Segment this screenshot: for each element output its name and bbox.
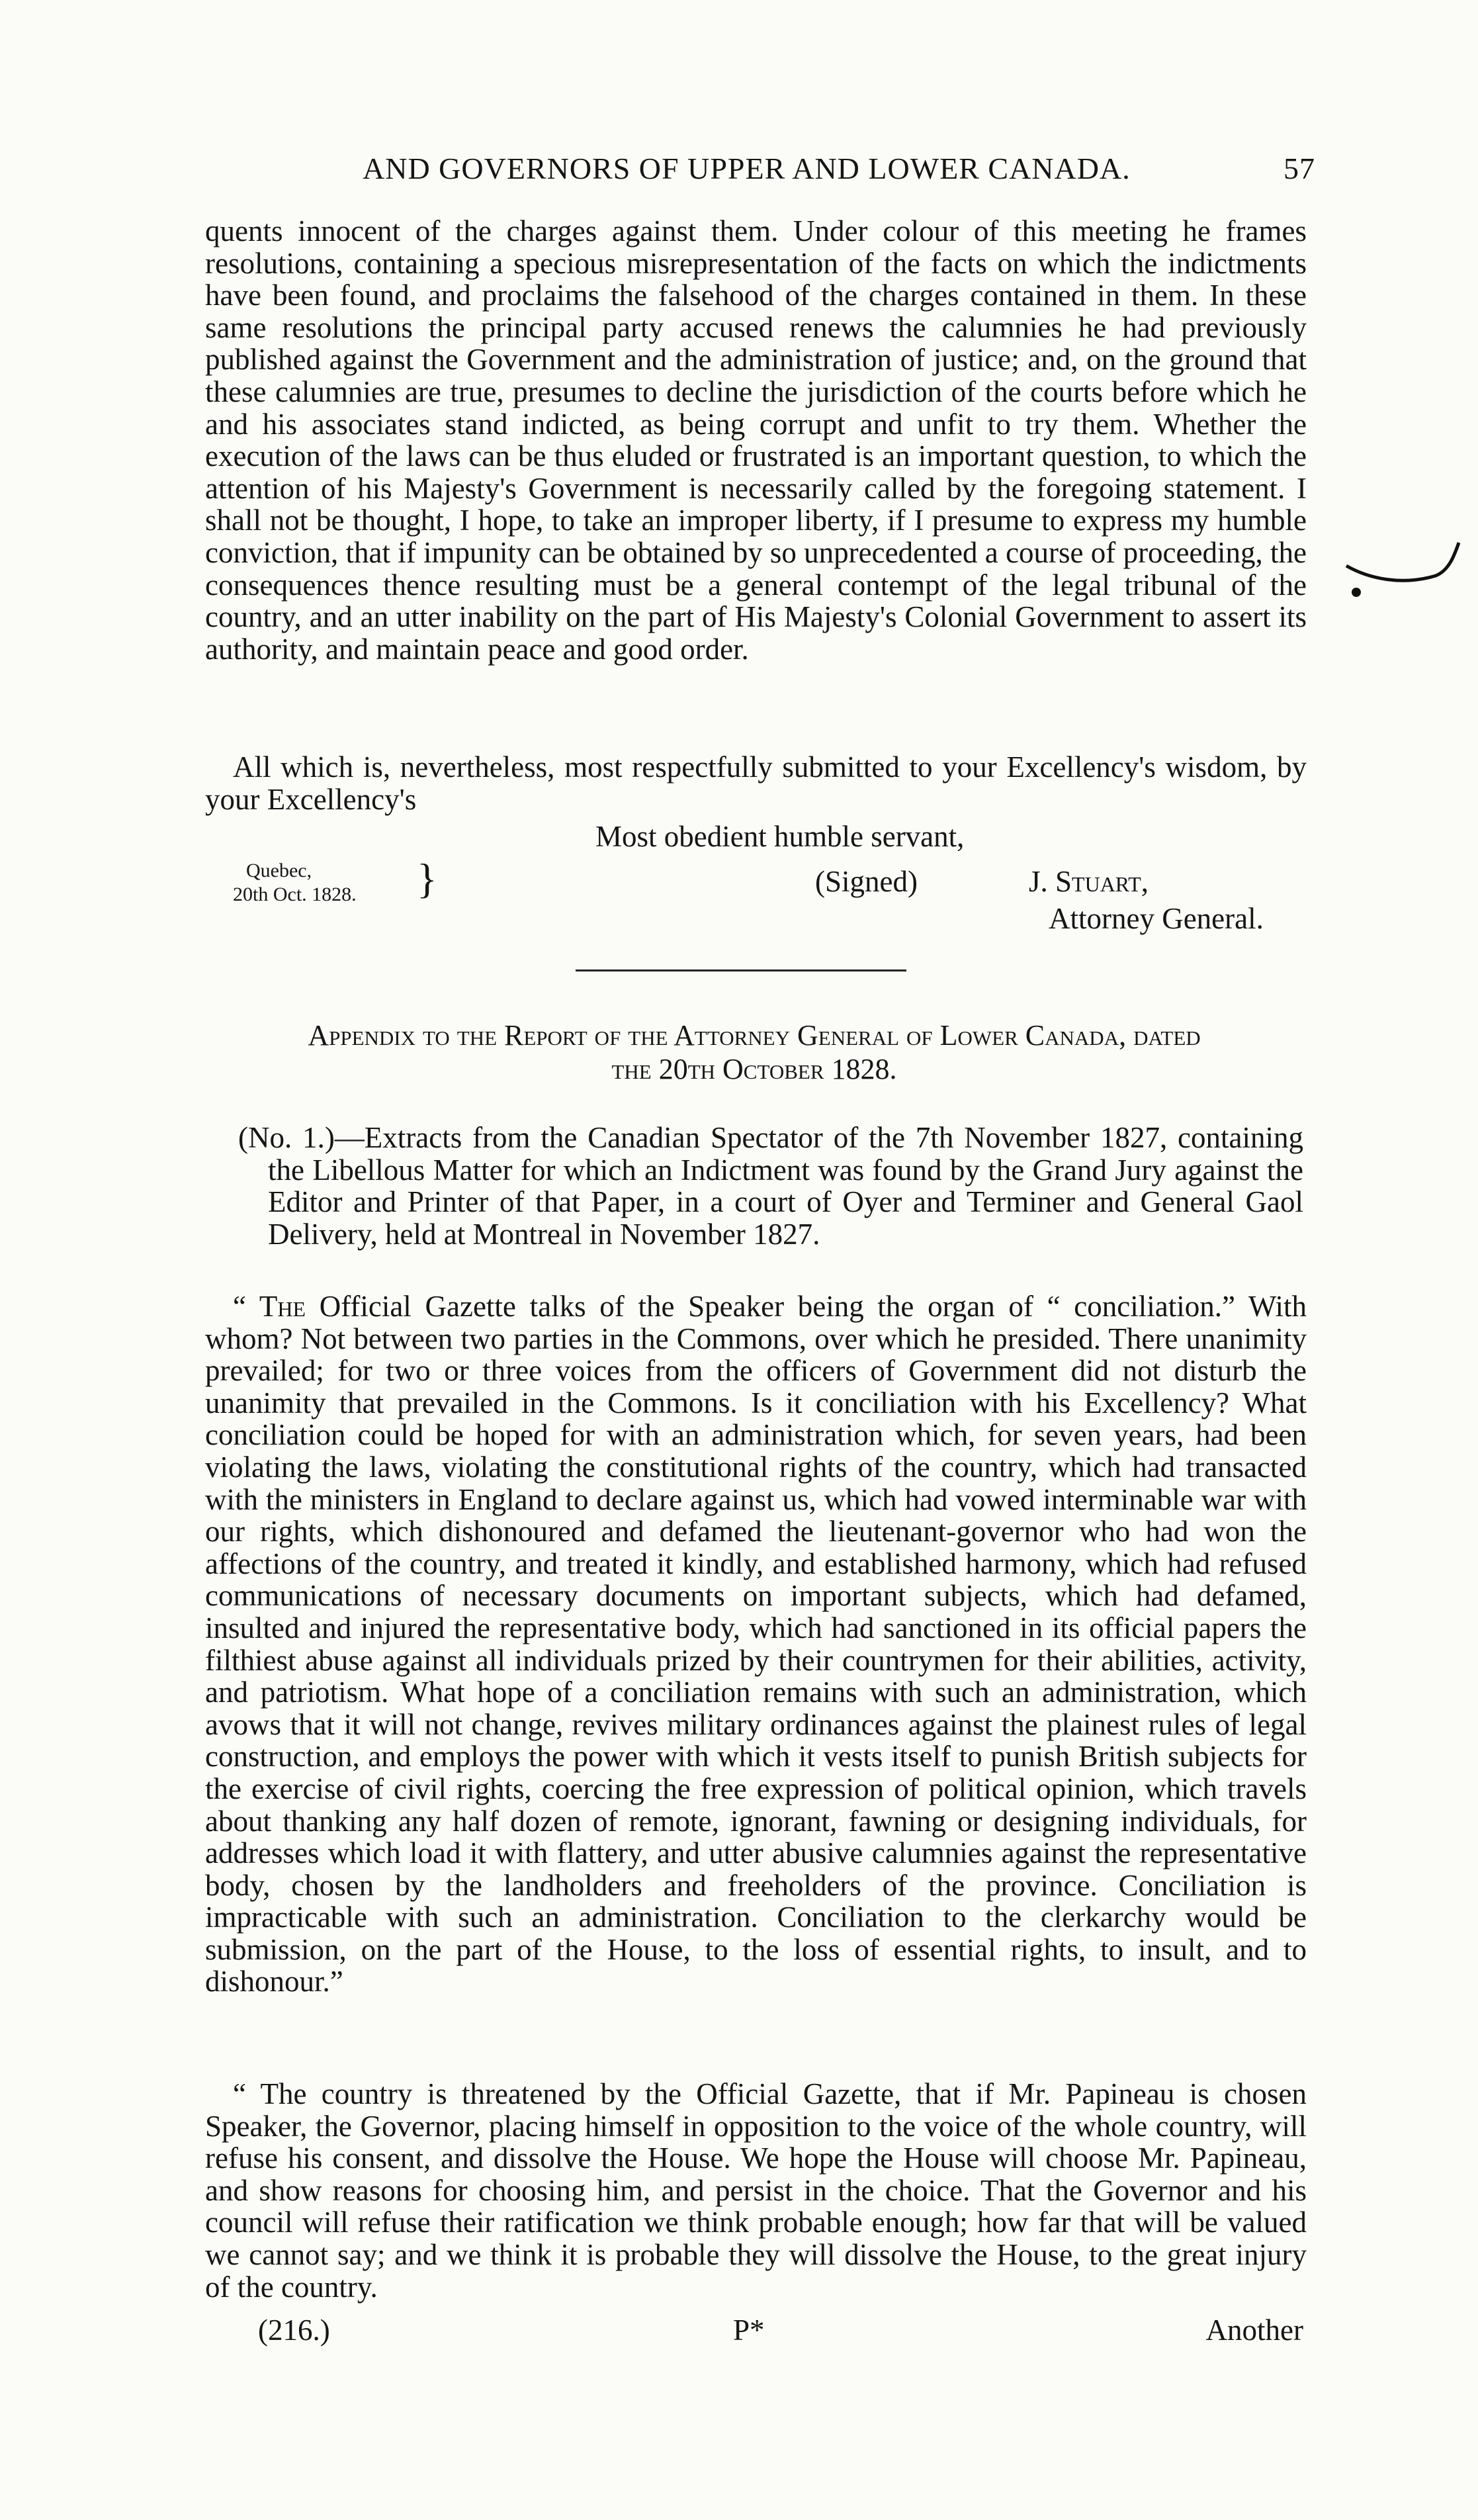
appendix-heading (198, 1019, 1310, 1086)
section-divider (576, 969, 906, 971)
letter-paragraph-1: quents innocent of the charges against them. Under colour of this meeting he frames resolutions, containing a specious misrepresentation of the facts on which the indictments have been found, and proclaims the falsehood of the charges contained in them. In these same resolutions the principal party accused renews the calumnies he had previously published against the Government and the administration of justice; and, on the ground that these calumnies are true, presumes to decline the jurisdiction of the courts before which he and his associates stand indicted, as being corrupt and unfit to try them. Whether the execution of the laws can be thus eluded or frustrated is an important question, to which the attention of his Majesty's Government is necessarily called by the foregoing statement. I shall not be thought, I hope, to take an improper liberty, if I presume to express my humble conviction, that if impunity can be obtained by so unprecedented a course of proceeding, the consequences thence resulting must be a general contempt of the legal tribunal of the country, and an utter inability on the part of His Majesty's Colonial Government to assert its authority, and maintain peace and good order. (205, 214, 1307, 666)
letter-place: Quebec, (246, 860, 312, 881)
running-title: AND GOVERNORS OF UPPER AND LOWER CANADA. (363, 152, 1131, 185)
quote-paragraph-1 (205, 1290, 1307, 1998)
appendix-heading-line-1: Appendix to the Report of the Attorney General of Lower Canada, dated (308, 1019, 1201, 1052)
signer-name: J. Stuart, (1029, 865, 1149, 898)
quote-1-text: Official Gazette talks of the Speaker being the organ of “ conciliation.” With whom? Not between two parties in the Commons, over which he presided. There unanimity prevailed; for two or three voices from the officers of Government did not disturb the unanimity that prevailed in the Commons. Is it conciliation with his Excellency? What conciliation could be hoped for with an administration which, for seven years, had been violating the laws, violating the constitutional rights of the country, which had transacted with the ministers in England to declare against us, which had vowed interminable war with our rights, which dishonoured and defamed the lieutenant-governor who had won the affections of the country, and treated it kindly, and established harmony, which had refused communications of necessary documents on important subjects, which had defamed, insulted and injured the representative body, which had sanctioned in its official papers the filthiest abuse against all individuals prized by their countrymen for their abilities, activity, and patriotism. What hope of a conciliation remains with such an administration, which avows that it will not change, revives military ordinances against the plainest rules of legal construction, and employs the power with which it vests itself to punish British subjects for the exercise of civil rights, coercing the free expression of political opinion, which travels about thanking any half dozen of remote, ignorant, fawning or designing individuals, for addresses which load it with flattery, and utter abusive calumnies against the representative body, chosen by the landholders and freeholders of the province. Conciliation is impracticable with such an administration. Conciliation to the clerkarchy would be submission, on the part of the House, to the loss of essential rights, to insult, and to dishonour.” (205, 1290, 1307, 1999)
sheet-number: (216.) (258, 2314, 330, 2347)
extract-note (238, 1121, 1303, 1251)
appendix-heading-line-2: the 20th October 1828. (611, 1052, 897, 1085)
page-number: 57 (1283, 152, 1315, 185)
letter-closing: Most obedient humble servant, (595, 820, 965, 853)
catchword: Another (1205, 2314, 1303, 2347)
signed-label: (Signed) (815, 865, 918, 898)
brace-glyph: } (417, 855, 437, 902)
margin-pen-mark-icon (1343, 529, 1462, 609)
signer-office: Attorney General. (1049, 902, 1264, 935)
letter-dateline (233, 859, 357, 907)
quote-1-opening: “ The (233, 1290, 306, 1323)
letter-paragraph-2: All which is, nevertheless, most respectfully submitted to your Excellency's wisdom, by your Excellency's (205, 750, 1307, 816)
extract-note-text: (No. 1.)—Extracts from the Canadian Spectator of the 7th November 1827, containing the Libellous Matter for which an Indictment was found by the Grand Jury against the Editor and Printer of that Paper, in a court of Oyer and Terminer and General Gaol Delivery, held at Montreal in November 1827. (238, 1121, 1303, 1251)
signature-mark: P* (733, 2314, 765, 2347)
letter-date: 20th Oct. 1828. (233, 883, 357, 905)
quote-paragraph-2: “ The country is threatened by the Official Gazette, that if Mr. Papineau is chosen Speaker, the Governor, placing himself in opposition to the voice of the whole country, will refuse his consent, and dissolve the House. We hope the House will choose Mr. Papineau, and show reasons for choosing him, and persist in the choice. That the Governor and his council will refuse their ratification we think probable enough; how far that will be valued we cannot say; and we think it is probable they will dissolve the House, to the great injury of the country. (205, 2077, 1307, 2304)
